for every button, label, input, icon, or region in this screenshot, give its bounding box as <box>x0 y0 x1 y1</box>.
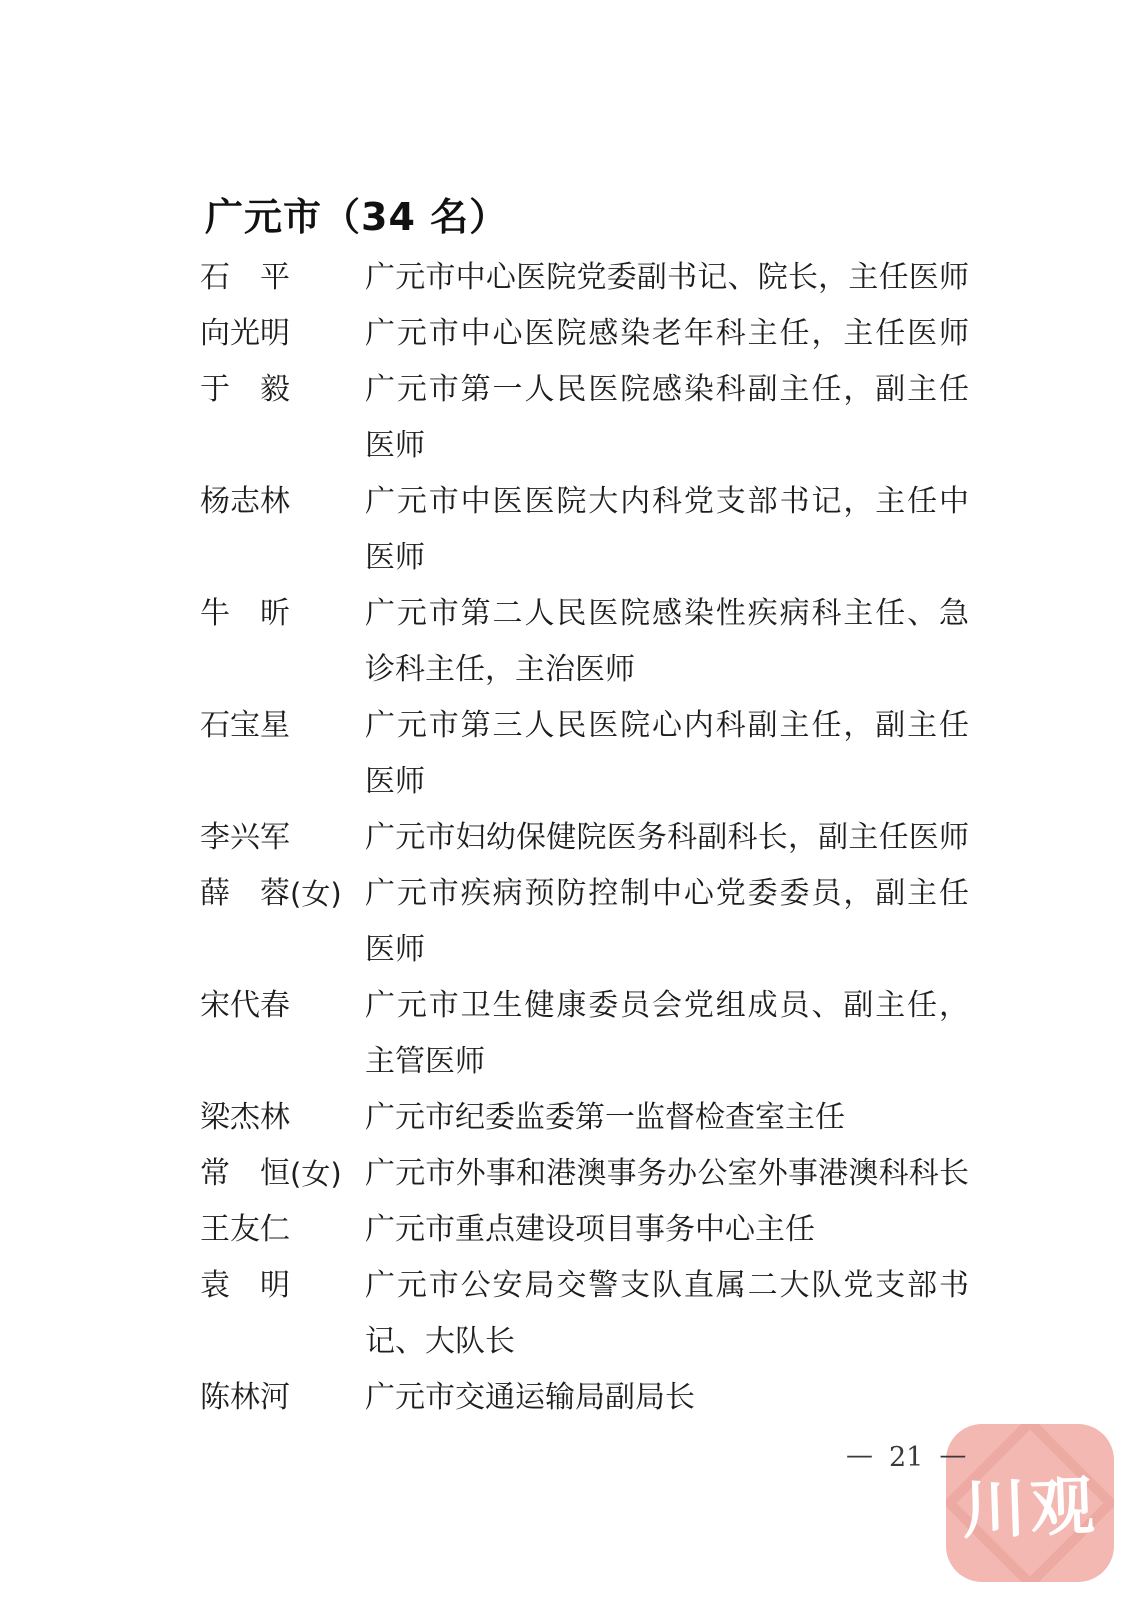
title-line: 广元市中心医院党委副书记、院长，主任医师 <box>365 260 969 295</box>
title-line: 广元市外事和港澳事务办公室外事港澳科科长 <box>365 1156 969 1191</box>
list-entry <box>200 810 980 866</box>
title-line: 广元市卫生健康委员会党组成员、副主任， <box>365 988 969 1023</box>
name-column <box>200 1370 365 1426</box>
list-entry <box>200 1090 980 1146</box>
name-column <box>200 1202 365 1258</box>
list-entry <box>200 866 980 978</box>
person-name: 薛 蓉 <box>200 876 290 911</box>
person-title <box>365 866 969 978</box>
name-column <box>200 1258 365 1314</box>
title-line: 医师 <box>365 428 425 463</box>
person-title <box>365 810 969 866</box>
person-name: 梁杰林 <box>200 1100 290 1135</box>
person-name: 牛 昕 <box>200 596 290 631</box>
name-column <box>200 866 365 922</box>
title-line: 记、大队长 <box>365 1324 515 1359</box>
person-name: 向光明 <box>200 316 290 351</box>
title-line: 医师 <box>365 764 425 799</box>
name-column <box>200 306 365 362</box>
person-name: 宋代春 <box>200 988 290 1023</box>
list-entry <box>200 978 980 1090</box>
name-column <box>200 1090 365 1146</box>
person-title <box>365 306 969 362</box>
title-line: 广元市中医医院大内科党支部书记，主任中 <box>365 484 969 519</box>
person-name: 于 毅 <box>200 372 290 407</box>
name-column <box>200 586 365 642</box>
list-entry <box>200 362 980 474</box>
title-line: 主管医师 <box>365 1044 485 1079</box>
person-title <box>365 362 969 474</box>
person-title <box>365 1258 969 1370</box>
list-entry <box>200 250 980 306</box>
person-title <box>365 586 969 698</box>
gender-note: (女) <box>290 877 342 911</box>
person-name: 陈林河 <box>200 1380 290 1415</box>
name-column <box>200 810 365 866</box>
person-title <box>365 1202 969 1258</box>
title-line: 医师 <box>365 540 425 575</box>
person-title <box>365 1146 969 1202</box>
page-number-dash-left: — <box>846 1440 873 1471</box>
chuanguan-watermark-logo <box>946 1424 1114 1582</box>
name-column <box>200 698 365 754</box>
title-line: 医师 <box>365 932 425 967</box>
title-line: 广元市疾病预防控制中心党委委员，副主任 <box>365 876 969 911</box>
section-title: 广元市（34 名） <box>205 195 509 239</box>
person-title <box>365 250 969 306</box>
title-line: 广元市第二人民医院感染性疾病科主任、急 <box>365 596 969 631</box>
person-name: 杨志林 <box>200 484 290 519</box>
name-column <box>200 250 365 306</box>
document-body <box>200 192 980 1426</box>
page-number-value: 21 <box>889 1442 924 1473</box>
list-entry <box>200 586 980 698</box>
title-line: 广元市妇幼保健院医务科副科长，副主任医师 <box>365 820 969 855</box>
person-name: 石宝星 <box>200 708 290 743</box>
person-name: 王友仁 <box>200 1212 290 1247</box>
title-line: 广元市重点建设项目事务中心主任 <box>365 1212 815 1247</box>
logo-text: 川观 <box>960 1469 1100 1549</box>
list-entry <box>200 1258 980 1370</box>
recipient-list <box>200 250 980 1426</box>
title-line: 广元市纪委监委第一监督检查室主任 <box>365 1100 845 1135</box>
person-name: 石 平 <box>200 260 290 295</box>
list-entry <box>200 698 980 810</box>
title-line: 广元市交通运输局副局长 <box>365 1380 695 1415</box>
person-title <box>365 1090 969 1146</box>
title-line: 广元市公安局交警支队直属二大队党支部书 <box>365 1268 969 1303</box>
list-entry <box>200 306 980 362</box>
person-title <box>365 1370 969 1426</box>
name-column <box>200 474 365 530</box>
title-line: 诊科主任，主治医师 <box>365 652 635 687</box>
person-title <box>365 978 969 1090</box>
list-entry <box>200 1146 980 1202</box>
person-title <box>365 474 969 586</box>
gender-note: (女) <box>290 1157 342 1191</box>
person-title <box>365 698 969 810</box>
list-entry <box>200 474 980 586</box>
title-line: 广元市中心医院感染老年科主任，主任医师 <box>365 316 969 351</box>
page-number-dash-right: — <box>939 1440 967 1471</box>
name-column <box>200 1146 365 1202</box>
name-column <box>200 362 365 418</box>
title-line: 广元市第一人民医院感染科副主任，副主任 <box>365 372 969 407</box>
list-entry <box>200 1370 980 1426</box>
person-name: 常 恒 <box>200 1156 290 1191</box>
page-number <box>846 1442 966 1473</box>
person-name: 李兴军 <box>200 820 290 855</box>
name-column <box>200 978 365 1034</box>
list-entry <box>200 1202 980 1258</box>
person-name: 袁 明 <box>200 1268 290 1303</box>
title-line: 广元市第三人民医院心内科副主任，副主任 <box>365 708 969 743</box>
